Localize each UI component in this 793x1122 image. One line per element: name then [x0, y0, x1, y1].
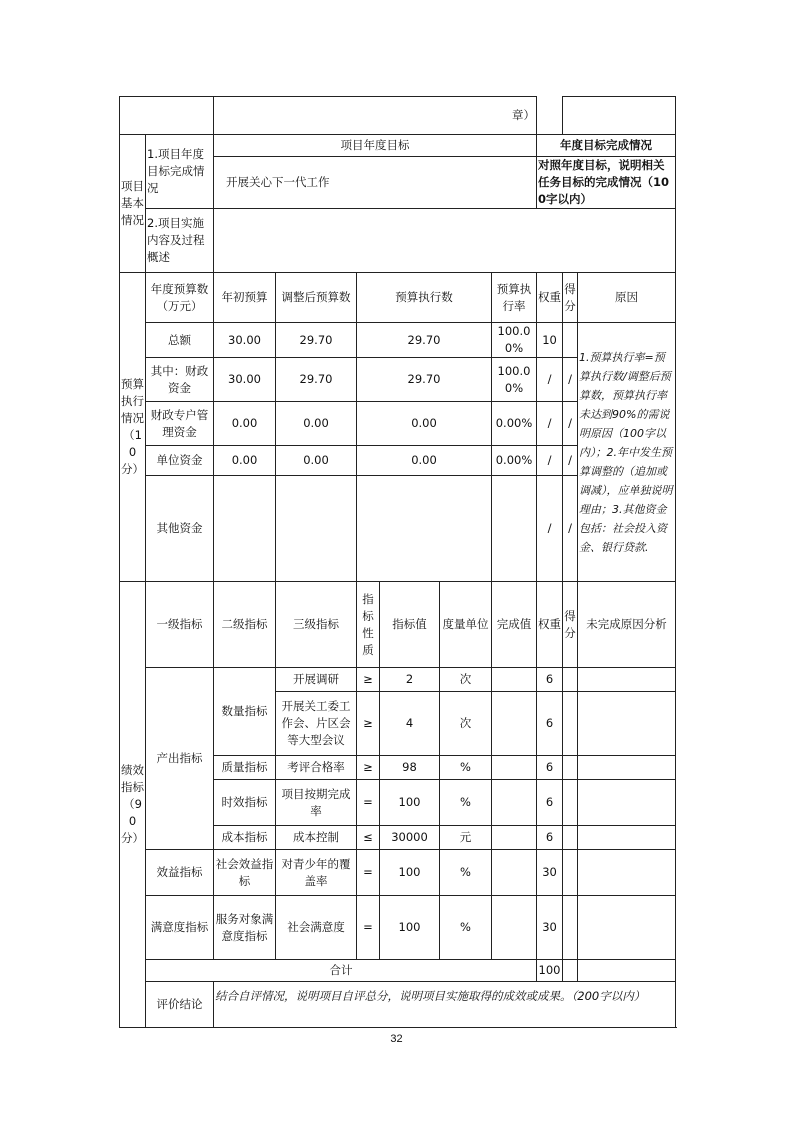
perf-header-level1: 一级指标	[146, 582, 214, 668]
indicator-analysis	[578, 850, 676, 896]
budget-row-name: 总额	[146, 323, 214, 358]
budget-row-rate: 0.00%	[492, 446, 537, 476]
budget-header-reason: 原因	[578, 273, 676, 323]
indicator-name: 开展关工委工作会、片区会等大型会议	[276, 692, 357, 756]
indicator-value: 4	[380, 692, 440, 756]
perf-header-value: 指标值	[380, 582, 440, 668]
budget-row-adjusted: 0.00	[276, 446, 357, 476]
indicator-analysis	[578, 668, 676, 692]
indicator-unit: 次	[440, 692, 492, 756]
budget-row-adjusted: 29.70	[276, 358, 357, 402]
budget-row-initial: 0.00	[214, 402, 276, 446]
group-quality: 质量指标	[214, 756, 276, 780]
total-analysis	[578, 960, 676, 982]
budget-row-rate: 100.00%	[492, 358, 537, 402]
budget-row-initial: 0.00	[214, 446, 276, 476]
indicator-score	[563, 668, 578, 692]
annual-target: 开展关心下一代工作	[214, 157, 537, 209]
completion-note: 对照年度目标，说明相关任务目标的完成情况（100字以内）	[537, 157, 676, 209]
perf-header-analysis: 未完成原因分析	[578, 582, 676, 668]
budget-row-name: 其他资金	[146, 476, 214, 582]
indicator-score	[563, 756, 578, 780]
indicator-op: ≥	[357, 692, 380, 756]
budget-row-name: 单位资金	[146, 446, 214, 476]
indicator-analysis	[578, 692, 676, 756]
indicator-score	[563, 692, 578, 756]
indicator-weight: 6	[537, 692, 563, 756]
budget-header-executed: 预算执行数	[357, 273, 492, 323]
indicator-analysis	[578, 826, 676, 850]
indicator-actual	[492, 756, 537, 780]
perf-header-nature: 指标性质	[357, 582, 380, 668]
budget-header-adjusted: 调整后预算数	[276, 273, 357, 323]
budget-row-initial: 30.00	[214, 323, 276, 358]
total-score	[563, 960, 578, 982]
budget-row-score: /	[563, 446, 578, 476]
group-service-satisfaction: 服务对象满意度指标	[214, 896, 276, 960]
budget-row-adjusted: 29.70	[276, 323, 357, 358]
self-evaluation-table	[119, 96, 676, 1028]
budget-row-name: 其中：财政资金	[146, 358, 214, 402]
indicator-op: ≥	[357, 668, 380, 692]
row2-label: 2.项目实施内容及过程概述	[146, 209, 214, 273]
group-social-benefit: 社会效益指标	[214, 850, 276, 896]
total-label: 合计	[146, 960, 537, 982]
indicator-op: ≤	[357, 826, 380, 850]
budget-header-score: 得分	[563, 273, 578, 323]
budget-row-name: 财政专户管理资金	[146, 402, 214, 446]
budget-row-score: /	[563, 402, 578, 446]
indicator-score	[563, 896, 578, 960]
basic-section-label: 项目基本情况	[120, 135, 146, 273]
budget-section-label: 预算执行情况（10分）	[120, 273, 146, 582]
perf-header-actual: 完成值	[492, 582, 537, 668]
indicator-name: 成本控制	[276, 826, 357, 850]
perf-header-level2: 二级指标	[214, 582, 276, 668]
budget-row-executed: 0.00	[357, 402, 492, 446]
budget-row-adjusted: 0.00	[276, 402, 357, 446]
indicator-weight: 6	[537, 756, 563, 780]
conclusion-text: 结合自评情况，说明项目自评总分，说明项目实施取得的成效或成果。（200字以内）	[214, 982, 676, 1028]
indicator-op: ≥	[357, 756, 380, 780]
budget-header-weight: 权重	[537, 273, 563, 323]
indicator-score	[563, 780, 578, 826]
budget-row-executed: 29.70	[357, 358, 492, 402]
performance-section-label: 绩效指标（90分）	[120, 582, 146, 1028]
indicator-unit: %	[440, 850, 492, 896]
perf-header-score: 得分	[563, 582, 578, 668]
budget-row-initial: 30.00	[214, 358, 276, 402]
indicator-actual	[492, 826, 537, 850]
indicator-value: 98	[380, 756, 440, 780]
indicator-name: 项目按期完成率	[276, 780, 357, 826]
budget-row-score: /	[563, 476, 578, 582]
indicator-unit: %	[440, 780, 492, 826]
indicator-value: 100	[380, 896, 440, 960]
budget-reason-note: 1.预算执行率=预算执行数/调整后预算数，预算执行率未达到90%的需说明原因（100字以内）；2.年中发生预算调整的（追加或调减），应单独说明理由；3.其他资金包括：社会投入资金、银行贷款.	[578, 323, 676, 582]
indicator-op: =	[357, 896, 380, 960]
indicator-actual	[492, 850, 537, 896]
budget-row-weight: /	[537, 358, 563, 402]
page-number: 32	[390, 1033, 403, 1045]
indicator-value: 100	[380, 780, 440, 826]
indicator-weight: 30	[537, 850, 563, 896]
budget-row-executed: 29.70	[357, 323, 492, 358]
budget-row-rate: 0.00%	[492, 402, 537, 446]
indicator-unit: %	[440, 756, 492, 780]
budget-row-rate: 100.00%	[492, 323, 537, 358]
budget-row-executed	[357, 476, 492, 582]
indicator-score	[563, 850, 578, 896]
indicator-actual	[492, 692, 537, 756]
budget-row-weight: /	[537, 402, 563, 446]
indicator-weight: 6	[537, 780, 563, 826]
budget-row-initial	[214, 476, 276, 582]
group-satisfaction: 满意度指标	[146, 896, 214, 960]
budget-row-score: /	[563, 358, 578, 402]
indicator-actual	[492, 780, 537, 826]
indicator-analysis	[578, 896, 676, 960]
budget-row-weight: /	[537, 446, 563, 476]
indicator-name: 社会满意度	[276, 896, 357, 960]
budget-row-rate	[492, 476, 537, 582]
completion-header: 年度目标完成情况	[537, 135, 676, 157]
indicator-op: =	[357, 780, 380, 826]
indicator-score	[563, 826, 578, 850]
perf-header-weight: 权重	[537, 582, 563, 668]
group-cost: 成本指标	[214, 826, 276, 850]
budget-header-item: 年度预算数（万元）	[146, 273, 214, 323]
header-gap	[537, 97, 563, 135]
indicator-weight: 6	[537, 826, 563, 850]
implementation-content	[214, 209, 676, 273]
budget-row-adjusted	[276, 476, 357, 582]
indicator-unit: 次	[440, 668, 492, 692]
indicator-name: 对青少年的覆盖率	[276, 850, 357, 896]
indicator-weight: 30	[537, 896, 563, 960]
indicator-unit: %	[440, 896, 492, 960]
indicator-name: 考评合格率	[276, 756, 357, 780]
indicator-unit: 元	[440, 826, 492, 850]
budget-header-initial: 年初预算	[214, 273, 276, 323]
budget-row-weight: /	[537, 476, 563, 582]
indicator-analysis	[578, 780, 676, 826]
budget-row-executed: 0.00	[357, 446, 492, 476]
group-benefit: 效益指标	[146, 850, 214, 896]
row1-label: 1.项目年度目标完成情况	[146, 135, 214, 209]
indicator-analysis	[578, 756, 676, 780]
perf-header-unit: 度量单位	[440, 582, 492, 668]
indicator-weight: 6	[537, 668, 563, 692]
header-blank-right	[563, 97, 676, 135]
indicator-op: =	[357, 850, 380, 896]
indicator-actual	[492, 896, 537, 960]
indicator-value: 100	[380, 850, 440, 896]
indicator-value: 30000	[380, 826, 440, 850]
seal-suffix: 章）	[214, 97, 537, 135]
group-timeliness: 时效指标	[214, 780, 276, 826]
indicator-name: 开展调研	[276, 668, 357, 692]
indicator-value: 2	[380, 668, 440, 692]
indicator-actual	[492, 668, 537, 692]
budget-row-weight: 10	[537, 323, 563, 358]
total-weight: 100	[537, 960, 563, 982]
group-output: 产出指标	[146, 668, 214, 850]
budget-row-score	[563, 323, 578, 358]
group-quantity: 数量指标	[214, 668, 276, 756]
perf-header-level3: 三级指标	[276, 582, 357, 668]
budget-header-rate: 预算执行率	[492, 273, 537, 323]
annual-target-header: 项目年度目标	[214, 135, 537, 157]
conclusion-label: 评价结论	[146, 982, 214, 1028]
header-blank	[120, 97, 214, 135]
